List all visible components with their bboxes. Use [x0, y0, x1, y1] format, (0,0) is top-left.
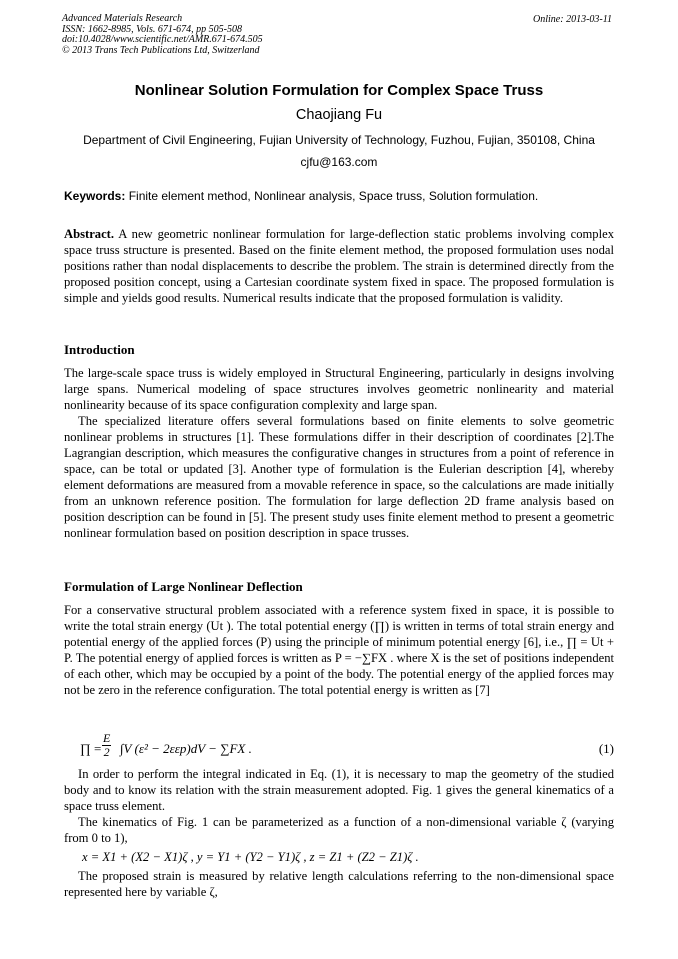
continuation-paragraph: The kinematics of Fig. 1 can be parameterized as a function of a non-dimensional variable ζ (varying from 0 to 1),	[64, 815, 614, 845]
equation-1	[80, 731, 614, 764]
keywords-text: Finite element method, Nonlinear analysis, Space truss, Solution formulation.	[125, 189, 539, 203]
equation-lhs: ∏ =	[80, 741, 102, 756]
introduction-body	[64, 365, 614, 541]
formulation-continuation	[64, 766, 614, 846]
parametric-equations: x = X1 + (X2 − X1)ζ , y = Y1 + (Y2 − Y1)ζ , z = Z1 + (Z2 − Z1)ζ .	[82, 850, 419, 864]
affiliation: Department of Civil Engineering, Fujian University of Technology, Fuzhou, Fujian, 350108, China	[83, 133, 595, 147]
author-name: Chaojiang Fu	[295, 107, 383, 123]
intro-paragraph: The specialized literature offers several formulations based on finite elements to solve geometric nonlinear problems in structures [1]. These formulations differ in their description of coordinates [2].The Lagrangian description, which measures the configurative changes in structures from a point of reference in space, can be total or updated [3]. Another type of formulation is the Eulerian description [4], whereby element deformations are measured from a movable reference in space, so the calculations are made initially from an unknown reference position. The formulation for large deflection 2D frame analysis based on position description can be found in [5]. The present study uses finite element method to present a geometric nonlinear formulation based on position description in space trusses.	[64, 414, 614, 540]
section-heading-introduction: Introduction	[64, 342, 135, 357]
online-date: Online: 2013-03-11	[533, 14, 612, 25]
abstract-text: A new geometric nonlinear formulation for large-deflection static problems involving complex space truss structure is presented. Based on the finite element method, the proposed formulation uses nodal positions rather than nodal displacements to describe the problem. The strain is determined directly from the proposed position concept, using a Cartesian coordinate system fixed in space. The proposed formulation is simple and yields good results. Numerical results indicate that the proposed formulation is validity.	[64, 227, 614, 305]
journal-header	[62, 14, 263, 56]
abstract	[64, 226, 614, 306]
journal-name: Advanced Materials Research	[62, 13, 183, 24]
keywords	[64, 189, 624, 203]
final-paragraph	[64, 868, 614, 900]
fraction-numerator: E	[103, 731, 111, 745]
copyright-line: © 2013 Trans Tech Publications Ltd, Switzerland	[62, 44, 260, 56]
formulation-paragraph: For a conservative structural problem associated with a reference system fixed in space, it is possible to write the total strain energy (Ut ). The total potential energy (∏) is written in terms of total strain energy and potential energy of the applied forces (P) using the principle of minimum potential energy [6], i.e., ∏ = Ut + P. The potential energy of applied forces is written as P = −∑FX . where X is the set of positions independent of each other, which may be occupied by a point of the body. The potential energy of the applied forces may not be zero in the reference configuration. The total potential energy is written as [7]	[64, 603, 614, 697]
abstract-label: Abstract.	[64, 227, 115, 241]
issn-line: ISSN: 1662-8985, Vols. 671-674, pp 505-508	[62, 23, 242, 35]
formulation-body	[64, 602, 614, 698]
doi-line[interactable]: doi:10.4028/www.scientific.net/AMR.671-674.505	[62, 34, 263, 45]
equation-rhs: ∫V (ε² − 2εεp)dV − ∑FX .	[120, 741, 252, 756]
intro-paragraph: The large-scale space truss is widely employed in Structural Engineering, particularly in designs involving large spans. Numerical modeling of space structures involves geometric nonlinearity and material nonlinearity because of its space configuration complexity and large span.	[64, 366, 614, 412]
section-heading-formulation: Formulation of Large Nonlinear Deflection	[64, 579, 303, 594]
continuation-paragraph: In order to perform the integral indicated in Eq. (1), it is necessary to map the geometry of the studied body and to know its relation with the strain measurement adopted. Fig. 1 gives the general kinematics of a space truss element.	[64, 767, 614, 813]
author-email[interactable]: cjfu@163.com	[300, 155, 378, 169]
equation-fraction	[102, 732, 111, 759]
final-paragraph-text: The proposed strain is measured by relative length calculations referring to the non-dimensional space represented here by variable ζ,	[64, 869, 614, 899]
fraction-denominator: 2	[103, 745, 110, 759]
keywords-label: Keywords:	[64, 189, 126, 203]
paper-title: Nonlinear Solution Formulation for Complex Space Truss	[134, 82, 544, 99]
equation-number: (1)	[598, 741, 614, 756]
